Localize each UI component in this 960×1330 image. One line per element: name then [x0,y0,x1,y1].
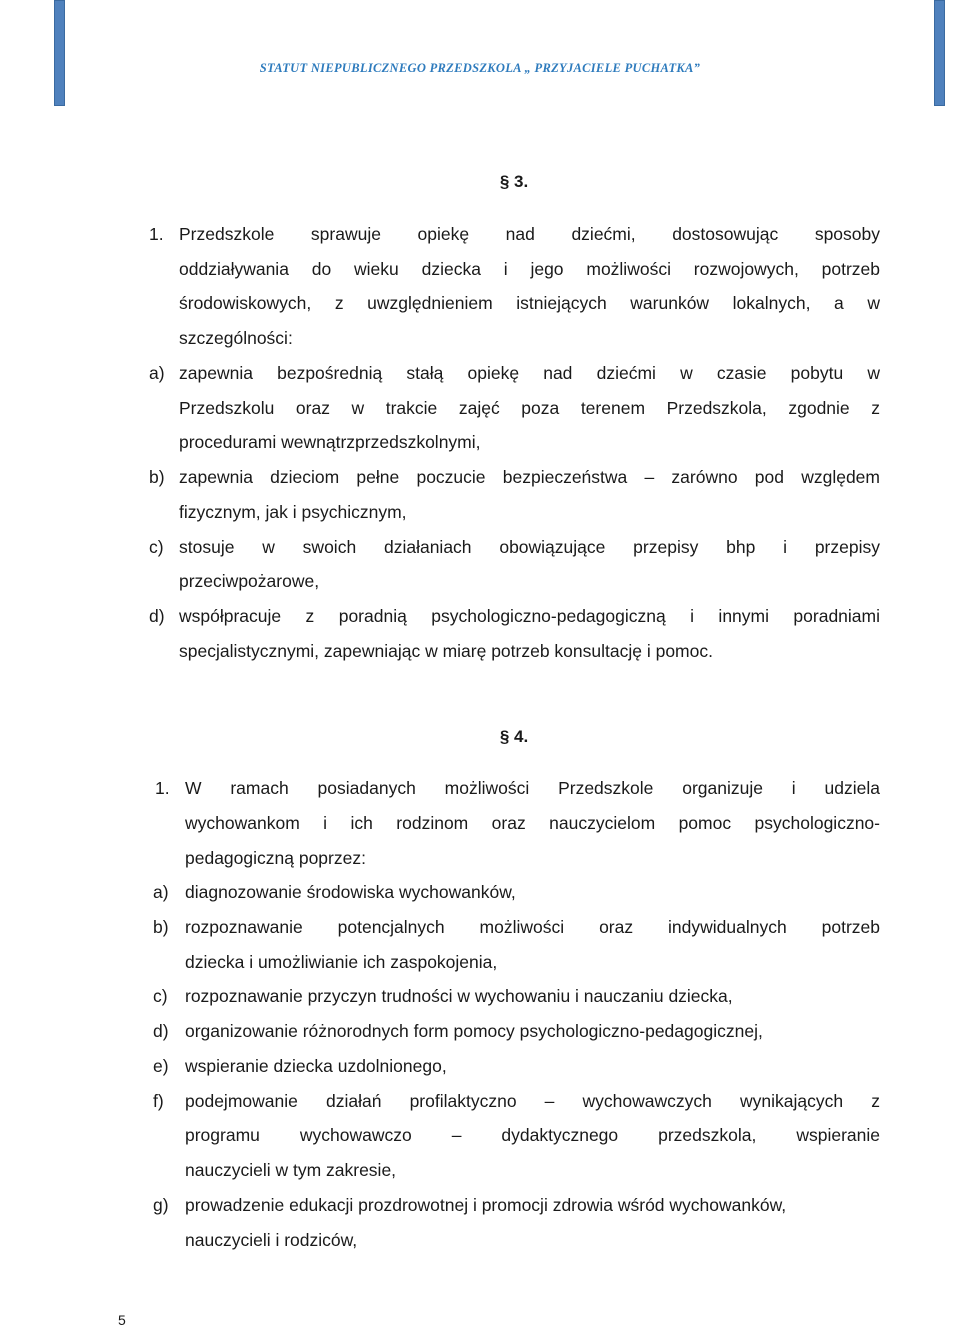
s3-paragraph-line: Przedszkole sprawuje opiekę nad dziećmi, dostosowując sposoby [179,224,880,244]
s4-item-g-line: prowadzenie edukacji prozdrowotnej i promocji zdrowia wśród wychowanków, [185,1195,787,1215]
s3-item-a-line: zapewnia bezpośrednią stałą opiekę nad dziećmi w czasie pobytu w [179,363,880,383]
s3-item-b-line: zapewnia dzieciom pełne poczucie bezpieczeństwa – zarówno pod względem [179,467,880,487]
s4-item-a-line: diagnozowanie środowiska wychowanków, [185,882,516,902]
header-accent-bar-right [934,0,945,106]
page-header-title: STATUT NIEPUBLICZNEGO PRZEDSZKOLA „ PRZYJACIELE PUCHATKA” [259,61,701,75]
s4-item-g-letter: g) [153,1195,169,1215]
s4-item-f-line: programu wychowawczo – dydaktycznego przedszkola, wspieranie [185,1125,880,1145]
s4-item-c-line: rozpoznawanie przyczyn trudności w wychowaniu i nauczaniu dziecka, [185,986,733,1006]
s4-item-b-line: rozpoznawanie potencjalnych możliwości oraz indywidualnych potrzeb [185,917,880,937]
s3-item-d-line: współpracuje z poradnią psychologiczno-pedagogiczną i innymi poradniami [179,606,880,626]
s4-item-a-letter: a) [153,882,169,902]
section-3-heading: § 3. [499,172,529,191]
s3-item-a-letter: a) [149,363,165,383]
s3-item-c-line: stosuje w swoich działaniach obowiązujące przepisy bhp i przepisy [179,537,880,557]
s4-item-c-letter: c) [153,986,168,1006]
s4-paragraph-line: W ramach posiadanych możliwości Przedszkole organizuje i udziela [185,778,880,798]
s3-item-d-line: specjalistycznymi, zapewniając w miarę potrzeb konsultację i pomoc. [179,641,713,661]
s4-item-d-line: organizowanie różnorodnych form pomocy psychologiczno-pedagogicznej, [185,1021,763,1041]
s4-item-b-line: dziecka i umożliwianie ich zaspokojenia, [185,952,498,972]
s4-item-e-line: wspieranie dziecka uzdolnionego, [185,1056,447,1076]
s3-item-a-line: procedurami wewnątrzprzedszkolnymi, [179,432,481,452]
s3-paragraph-line: środowiskowych, z uwzględnieniem istniejących warunków lokalnych, a w [179,293,880,313]
s4-item-d-letter: d) [153,1021,169,1041]
s3-item-a-line: Przedszkolu oraz w trakcie zajęć poza terenem Przedszkola, zgodnie z [179,398,880,418]
s4-paragraph-line: pedagogiczną poprzez: [185,848,366,868]
s4-item-f-line: podejmowanie działań profilaktyczno – wychowawczych wynikających z [185,1091,880,1111]
s3-paragraph-line: oddziaływania do wieku dziecka i jego możliwości rozwojowych, potrzeb [179,259,880,279]
header-accent-bar-left [54,0,65,106]
s3-item-c-line: przeciwpożarowe, [179,571,320,591]
s4-item-f-line: nauczycieli w tym zakresie, [185,1160,397,1180]
s3-item-c-letter: c) [149,537,164,557]
s4-paragraph-number: 1. [155,778,170,798]
s4-item-b-letter: b) [153,917,169,937]
s4-paragraph-line: wychowankom i ich rodzinom oraz nauczycielom pomoc psychologiczno- [185,813,880,833]
s4-item-e-letter: e) [153,1056,169,1076]
s4-item-g-line: nauczycieli i rodziców, [185,1230,358,1250]
page-number: 5 [118,1312,126,1328]
section-4-heading: § 4. [499,727,529,746]
s3-item-d-letter: d) [149,606,165,626]
s4-item-f-letter: f) [153,1091,164,1111]
s3-paragraph-line: szczególności: [179,328,293,348]
s3-item-b-letter: b) [149,467,165,487]
s3-paragraph-number: 1. [149,224,164,244]
s3-item-b-line: fizycznym, jak i psychicznym, [179,502,407,522]
